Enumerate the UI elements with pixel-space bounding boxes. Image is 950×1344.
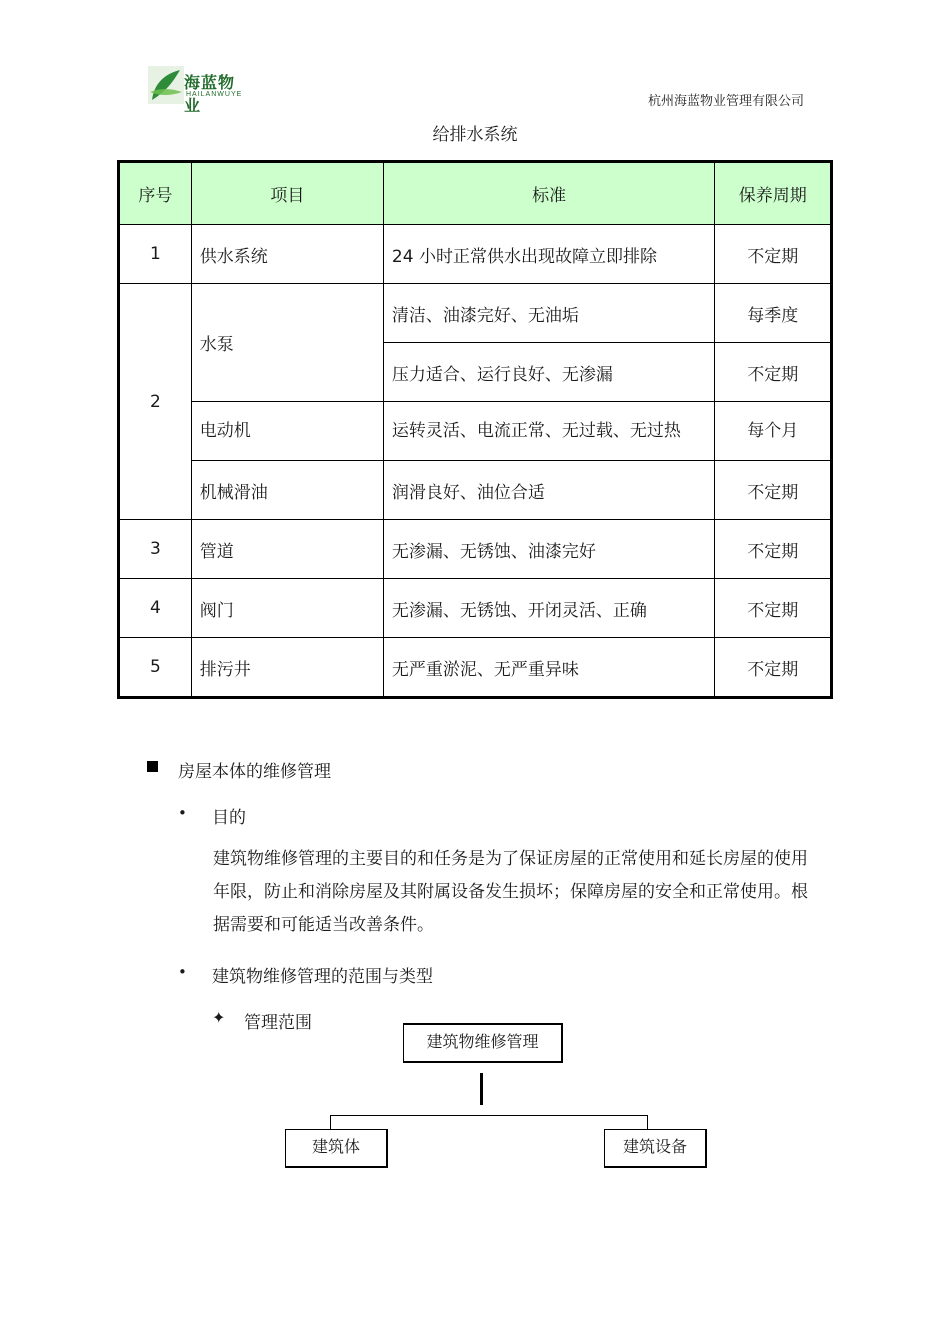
cell-cycle: 每季度 <box>715 284 832 343</box>
diagram-connector <box>330 1115 331 1129</box>
diagram-connector <box>647 1115 648 1129</box>
company-logo <box>148 66 246 115</box>
bullet-scope: 建筑物维修管理的范围与类型 <box>212 967 433 987</box>
header-no: 序号 <box>119 162 192 225</box>
cell-standard: 运转灵活、电流正常、无过载、无过热 <box>383 402 715 461</box>
table-row <box>119 520 832 579</box>
cell-no: 5 <box>119 638 192 698</box>
bullet-dot-icon: • <box>178 963 187 981</box>
cell-cycle: 每个月 <box>715 402 832 461</box>
cell-item: 供水系统 <box>191 225 383 284</box>
cell-item: 阀门 <box>191 579 383 638</box>
purpose-paragraph: 建筑物维修管理的主要目的和任务是为了保证房屋的正常使用和延长房屋的使用年限，防止和消除房屋及其附属设备发生损坏；保障房屋的安全和正常使用。根据需要和可能适当改善条件。 <box>213 849 808 935</box>
diagram-connector <box>480 1073 483 1105</box>
table-row <box>119 402 832 461</box>
logo-name: 海蓝物业 <box>184 73 236 115</box>
diagram-child-box: 建筑设备 <box>604 1129 707 1168</box>
cell-item: 管道 <box>191 520 383 579</box>
cell-item: 电动机 <box>191 402 383 461</box>
cell-standard: 无渗漏、无锈蚀、开闭灵活、正确 <box>383 579 715 638</box>
company-name: 杭州海蓝物业管理有限公司 <box>647 94 804 109</box>
square-bullet-icon <box>147 761 158 772</box>
maintenance-table <box>117 160 833 699</box>
cell-no: 2 <box>119 284 192 520</box>
leaf-icon <box>148 66 184 104</box>
cell-cycle: 不定期 <box>715 638 832 698</box>
cell-item: 排污井 <box>191 638 383 698</box>
cell-standard: 压力适合、运行良好、无渗漏 <box>383 343 715 402</box>
bullet-purpose: 目的 <box>212 808 246 828</box>
table-row <box>119 579 832 638</box>
section-heading: 房屋本体的维修管理 <box>178 762 331 782</box>
four-point-star-icon: ✦ <box>212 1008 226 1027</box>
cell-item: 机械滑油 <box>191 461 383 520</box>
table-row <box>119 638 832 698</box>
cell-standard: 无渗漏、无锈蚀、油漆完好 <box>383 520 715 579</box>
logo-subtitle: HAILANWUYE <box>186 91 243 98</box>
cell-cycle: 不定期 <box>715 461 832 520</box>
header-cycle: 保养周期 <box>715 162 832 225</box>
table-row <box>119 284 832 343</box>
cell-cycle: 不定期 <box>715 225 832 284</box>
cell-cycle: 不定期 <box>715 579 832 638</box>
header-item: 项目 <box>191 162 383 225</box>
cell-no: 3 <box>119 520 192 579</box>
cell-cycle: 不定期 <box>715 343 832 402</box>
sub-heading-scope: 管理范围 <box>244 1013 312 1033</box>
table-row <box>119 225 832 284</box>
table-header-row <box>119 162 832 225</box>
diagram-root-box: 建筑物维修管理 <box>403 1023 563 1063</box>
cell-cycle: 不定期 <box>715 520 832 579</box>
cell-standard: 润滑良好、油位合适 <box>383 461 715 520</box>
table-row <box>119 461 832 520</box>
cell-no: 1 <box>119 225 192 284</box>
bullet-dot-icon: • <box>178 804 187 822</box>
cell-standard: 24 小时正常供水出现故障立即排除 <box>383 225 715 284</box>
page-title: 给排水系统 <box>432 125 518 145</box>
cell-item: 水泵 <box>191 284 383 402</box>
cell-no: 4 <box>119 579 192 638</box>
cell-standard: 无严重淤泥、无严重异味 <box>383 638 715 698</box>
header-standard: 标准 <box>383 162 715 225</box>
diagram-connector <box>330 1115 648 1116</box>
diagram-child-box: 建筑体 <box>285 1129 388 1168</box>
cell-standard: 清洁、油漆完好、无油垢 <box>383 284 715 343</box>
